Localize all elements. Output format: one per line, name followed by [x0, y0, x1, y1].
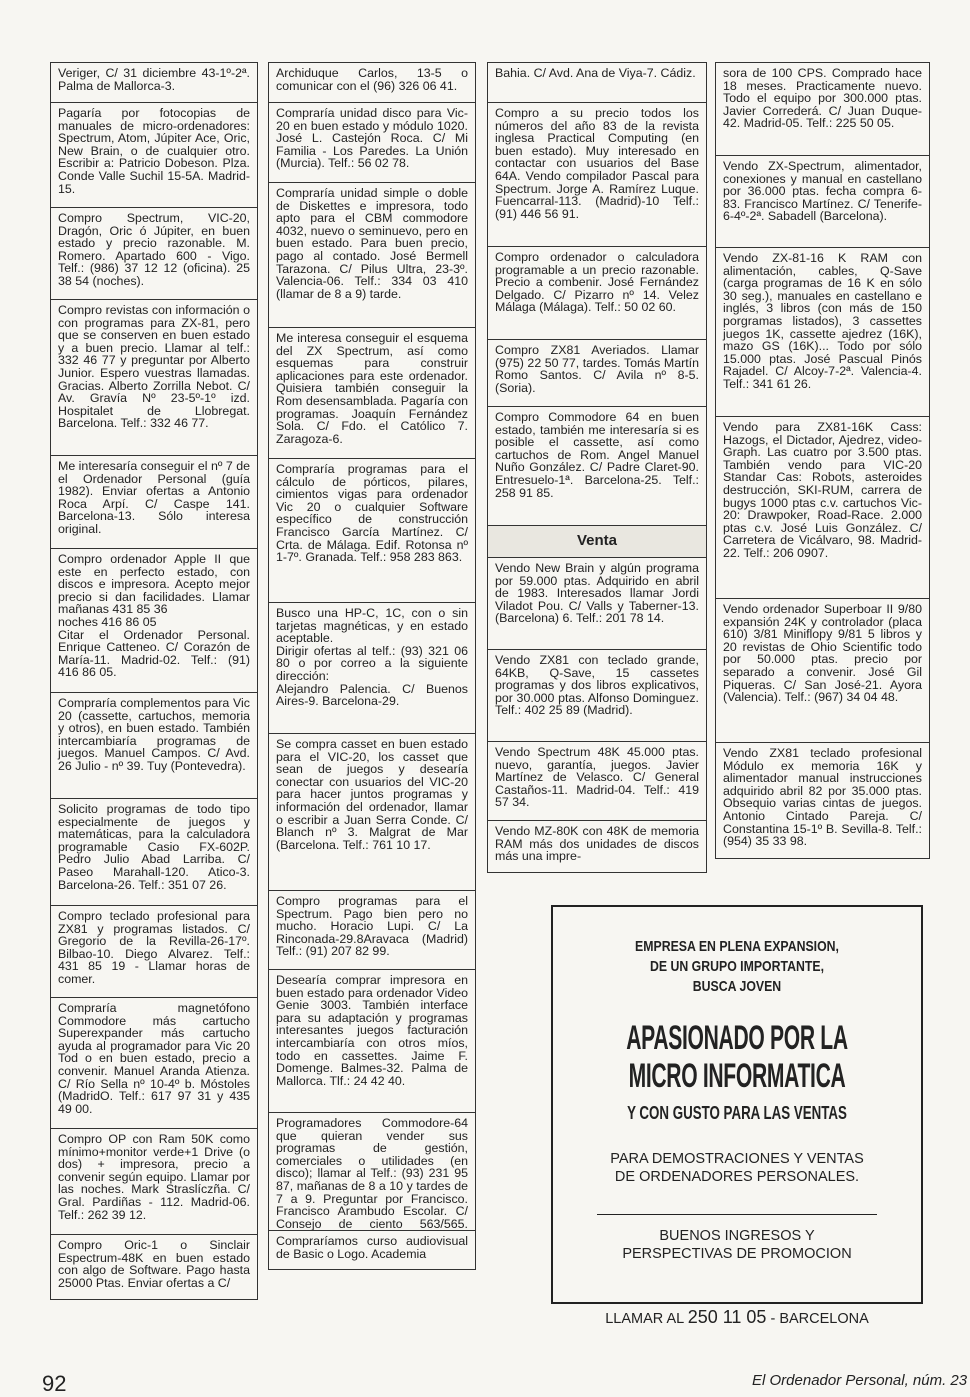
- classified-ad: Vendo ZX81 teclado profesional Módulo ex memoria 16K y alimentador manual instrucciones adquirido abril 82 por 35.000 ptas. Obsequio varias cintas de juegos. Antonio Cintado Pareja. C/ Constantina 15-1º B. Sevilla-8. Telf.: (954) 35 33 98.: [716, 742, 929, 858]
- classifieds-column-3: [487, 62, 707, 873]
- classified-ad: Compro Spectrum, VIC-20, Dragón, Oric ó Júpiter, en buen estado y precio razonable. M. Romero. Apartado 600 - Vigo. Telf.: (986) 37 12 12 (oficina). 25 38 54 (noches).: [51, 207, 257, 299]
- classified-ad: Compro ZX81 Averiados. Llamar (975) 22 50 77, tardes. Tomás Martín Romo Santos. C/ Avila nº 8-5. (Soria).: [488, 339, 706, 406]
- job-ad-call-prefix: LLAMAR AL: [605, 1311, 684, 1327]
- classifieds-column-4: [715, 62, 930, 859]
- classified-ad: Solicito programas de todo tipo especialmente de juegos y matemáticas, para la calculadora programable Casio FX-602P. Pedro Julio Abad Larriba. C/ Paseo Marahall-120. Atico-3. Barcelona-26. Telf.: 351 07 26.: [51, 798, 257, 905]
- divider: [597, 1214, 877, 1215]
- classified-ad: Compraría unidad simple o doble de Diskettes e impresora, todo apto para el CBM commodore 4032, nuevo o seminuevo, pero en buen estado. Para buen precio, pago al contado. José Bermell Tarazona. C/ Pilus Ultra, 23-3º. Valencia-06. Telf.: 334 03 410 (llamar de 8 a 9) tarde.: [269, 182, 475, 327]
- classified-ad: Pagaría por fotocopias de manuales de micro-ordenadores: Spectrum, Atom, Júpiter Ace, Oric, New Brain, o de cualquier otro. Escribir a: Patricio Dobeson. Plza. Conde Valle Suchil 15-5A. Madrid-15.: [51, 102, 257, 207]
- classified-ad: Compro a su precio todos los números del año 83 de la revista inglesa Practical Computing (en buen estado). Muy interesado en contactar con usuarios del Base 64A. Vendo compilador Pascal para Spectrum. Jorge A. Ramírez Luque. Fuencarral-113. (Madrid)-10 Telf.: (91) 446 56 91.: [488, 102, 706, 246]
- job-ad-phone: 250 11 05: [687, 1307, 767, 1327]
- classified-ad: Compro Oric-1 o Sinclair Espectrum-48K en buen estado con algo de Software. Pago hasta 25000 Ptas. Enviar ofertas a C/: [51, 1234, 257, 1299]
- classified-ad: Vendo New Brain y algún programa por 59.000 ptas. Adquirido en abril de 1983. Interesados llamar Jordi Viladot Pou. C/ Valls y Taberner-13. (Barcelona) 6. Telf.: 201 78 14.: [488, 557, 706, 649]
- classified-ad: Vendo Spectrum 48K 45.000 ptas. nuevo, garantía, juegos. Javier Martínez de Velasco. C/ General Castaños-11. Madrid-04. Telf.: 419 57 34.: [488, 741, 706, 820]
- classified-ad: Compro OP con Ram 50K como mínimo+monitor verde+1 Drive (o dos) + impresora, precio a convenir según equipo. Llamar por las noches. Mark Straslíczña. C/ Gral. Pardiñas - 112. Madrid-06. Telf.: 262 39 12.: [51, 1128, 257, 1234]
- classified-ad: Archiduque Carlos, 13-5 o comunicar con el (96) 326 06 41.: [269, 62, 475, 102]
- classifieds-column-2: [268, 62, 476, 1270]
- job-ad-contact: [553, 1307, 921, 1328]
- classified-ad: Vendo ZX-Spectrum, alimentador, conexiones y manual en castellano por 36.000 ptas. fecha compra 6-83. Francisco Martínez. C/ Tenerife-6-4º-2ª. Sabadell (Barcelona).: [716, 155, 929, 247]
- magazine-footer: El Ordenador Personal, núm. 23: [752, 1372, 968, 1389]
- job-ad-call-suffix: - BARCELONA: [770, 1311, 869, 1327]
- job-ad-description: [553, 1150, 921, 1186]
- classified-ad: Compro teclado profesional para ZX81 y programas listados. C/ Gregorio de la Revilla-26-17º. Bilbao-10. Diego Alvarez. Telf.: 431 85 19 - Llamar horas de comer.: [51, 905, 257, 997]
- job-ad-description-line: DE ORDENADORES PERSONALES.: [614, 1169, 860, 1185]
- classified-ad: Compraría complementos para Vic 20 (cassette, cartuchos, memoria y otros), en buen estado. También intercambiaría programas de juegos. Manuel Campos. C/ Avd. 26 Julio - nº 39. Tuy (Pontevedra).: [51, 692, 257, 798]
- job-ad-headline: MICRO INFORMATICA: [628, 1057, 846, 1095]
- classified-ad: Desearía comprar impresora en buen estado para ordenador Video Genie 3003. También interface para su adaptación y programas interesantes juegos facturación intercambiaría con otros míos, todo en cassettes. Jaime F. Domenge. Balmes-32. Palma de Mallorca. Tlf.: 24 42 40.: [269, 969, 475, 1112]
- classified-ad: Me interesaría conseguir el nº 7 de el Ordenador Personal (guía 1982). Enviar ofertas a Antonio Roca Arpí. C/ Caspe 141. Barcelona-13. Sólo interesa original.: [51, 455, 257, 548]
- classified-ad: Me interesa conseguir el esquema del ZX Spectrum, así como esquemas para construir aplicaciones para este ordenador. Quisiera también conseguir la Rom desensamblada. Pagaría con programas. Joaquín Fernández Sola. C/ Fdo. el Católico 7. Zaragoza-6.: [269, 327, 475, 458]
- section-heading-venta: Venta: [488, 525, 706, 557]
- classified-ad: Compraría magnetófono Commodore más cartucho Superexpander más cartucho ayuda al programador para Vic 20 Tod o en buen estado, precio a convenir. Manuel Aranda Atienza. C/ Río Sella nº 10-4º b. Móstoles (MadridO. Telf.: 617 97 31 y 435 49 00.: [51, 997, 257, 1128]
- classified-ad: Compro revistas con información o con programas para ZX-81, pero que se conserven en buen estado y a buen precio. Llamar al telf.: 332 46 77 y preguntar por Alberto Junior. Espero vuestras llamadas. Gracias. Alberto Zorrilla Nebot. C/ Av. Gravía Nº 23-5º-1º izd. Hospitalet de Llobregat. Barcelona. Telf.: 332 46 77.: [51, 299, 257, 455]
- classified-ad: Bahia. C/ Avd. Ana de Viya-7. Cádiz.: [488, 62, 706, 102]
- job-ad-subheadline: Y CON GUSTO PARA LAS VENTAS: [627, 1103, 847, 1123]
- classified-ad: sora de 100 CPS. Comprado hace 18 meses. Practicamente nuevo. Todo el equipo por 300.000 ptas. Javier Correderá. C/ Juan Duque-42. Madrid-05. Telf.: 225 50 05.: [716, 62, 929, 155]
- classified-ad: Vendo ZX81 con teclado grande, 64KB, Q-Save, 15 cassetes programas y dos libros explicativos, por 30.000 ptas. Alfonso Dominguez. Telf.: 402 25 89 (Madrid).: [488, 649, 706, 741]
- classified-ad: Compro ordenador o calculadora programable a un precio razonable. Precio a combenir. José Fernández Delgado. C/ Pizarro nº 14. Velez Málaga (Málaga). Telf.: 50 02 60.: [488, 246, 706, 339]
- classified-ad: Programadores Commodore-64 que quieran vender sus programas de gestión, comerciales o utilidades (en disco); llamar al Telf.: (93) 231 95 87, mañanas de 8 a 10 y tardes de 7 a 9. Preguntar por Francisco. Francisco Arambudo Escolar. C/ Consejo de ciento 563/565.: [269, 1112, 475, 1230]
- classified-ad: Busco una HP-C, 1C, con o sin tarjetas magnéticas, y en estado aceptable. Dirigir ofertas al telf.: (93) 321 06 80 o por correo a la siguiente dirección: Alejandro Palencia. C/ Buenos Aires-9. Barcelona-29.: [269, 602, 475, 733]
- page-number: 92: [42, 1371, 67, 1396]
- classified-ad: Compraríamos curso audiovisual de Basic o Logo. Academia: [269, 1230, 475, 1269]
- job-ad-headline: APASIONADO POR LA: [626, 1019, 848, 1057]
- job-ad-line: DE UN GRUPO IMPORTANTE,: [649, 958, 825, 975]
- classified-ad: Vendo MZ-80K con 48K de memoria RAM más dos unidades de discos más una impre-: [488, 820, 706, 872]
- job-ad-benefits-line: PERSPECTIVAS DE PROMOCION: [622, 1246, 852, 1262]
- classified-ad: Compro ordenador Apple II que este en perfecto estado, con discos e impresora. Acepto mejor precio si dan facilidades. Llamar mañanas 431 85 36 noches 416 86 05 Citar el Ordenador Personal. Enrique Catteneo. C/ Corazón de María-11. Madrid-02. Telf.: (91) 416 86 05.: [51, 548, 257, 692]
- job-ad-line: BUSCA JOVEN: [692, 978, 782, 995]
- classified-ad: Se compra casset en buen estado para el VIC-20, los casset que sean de juegos y desearía conectar con usuarios del VIC-20 para hacer juntos programas y información del ordenador, llamar o escribir a Juan Serra Conde. C/ Blanch nº 3. Malgrat de Mar (Barcelona. Telf.: 761 10 17.: [269, 733, 475, 890]
- job-ad-line: EMPRESA EN PLENA EXPANSION,: [635, 938, 839, 955]
- classified-ad: Veriger, C/ 31 diciembre 43-1º-2ª. Palma de Mallorca-3.: [51, 62, 257, 102]
- job-advertisement: [551, 905, 923, 1327]
- classifieds-column-1: [50, 62, 258, 1300]
- classified-ad: Compro programas para el Spectrum. Pago bien pero no mucho. Horacio Lupi. C/ La Rinconada-29.8Aravaca (Madrid) Telf.: (91) 207 82 99.: [269, 890, 475, 969]
- classified-ad: Vendo ordenador Superboar II 9/80 expansión 24K y controlador (placa 610) 3/81 Miniflopy 9/81 5 libros y 20 revistas de Ohio Scientific todo por 50.000 ptas. precio por separado a convenir. José Gil Piqueras. C/ San José-21. Ayora (Valencia). Telf.: (967) 34 04 48.: [716, 598, 929, 742]
- classified-ad: Compraría programas para el cálculo de pórticos, pilares, cimientos vigas para ordenador Vic 20 o cualquier Software específico de construcción Francisco García Martínez. C/ Crta. de Málaga. Edif. Rotonsa nº 1-7º. Granada. Telf.: 958 283 863.: [269, 458, 475, 602]
- classified-ad: Vendo ZX-81-16 K RAM con alimentación, cables, Q-Save (carga programas de 16 K en sólo 30 seg.), manuales en castellano e inglés, 3 libros (con más de 150 porgramas listados), 3 cassettes juegos 1K, cassette ajedrez (16K), mazo GS (16K)... Todo por sólo 15.000 ptas. José Pascual Pinós Rajadel. C/ Alcoy-7-2ª. Valencia-4. Telf.: 341 61 26.: [716, 247, 929, 416]
- job-ad-description-line: PARA DEMOSTRACIONES Y VENTAS: [610, 1151, 864, 1167]
- classified-ad: Vendo para ZX81-16K Cass: Hazogs, el Dictador, Ajedrez, video-Graph. Las cuatro por 3.500 ptas. También vendo para VIC-20 Standar Cas: Robots, asteroides destrucción, SKI-RUM, carrera de bugys 1000 ptas c.v. cartuchos Vic-20: Drawpoker, Road-Race. 2.000 ptas c.v. José Luis González. C/ Carretera de Vicálvaro, 98. Madrid-22. Telf.: 206 0907.: [716, 416, 929, 598]
- job-ad-benefits: [553, 1227, 921, 1263]
- job-ad-benefits-line: BUENOS INGRESOS Y: [659, 1228, 815, 1244]
- classified-ad: Compro Commodore 64 en buen estado, también me interesaría si es posible el cassette, así como cartuchos de Rom. Angel Manuel Nuño González. C/ Padre Claret-90. Entresuelo-1ª. Barcelona-25. Telf.: 258 91 85.: [488, 406, 706, 525]
- classified-ad: Compraría unidad disco para Vic-20 en buen estado y módulo 1020. José L. Castejón Roca. C/ Mi Familia - Los Paredes. La Unión (Murcia). Telf.: 56 02 78.: [269, 102, 475, 182]
